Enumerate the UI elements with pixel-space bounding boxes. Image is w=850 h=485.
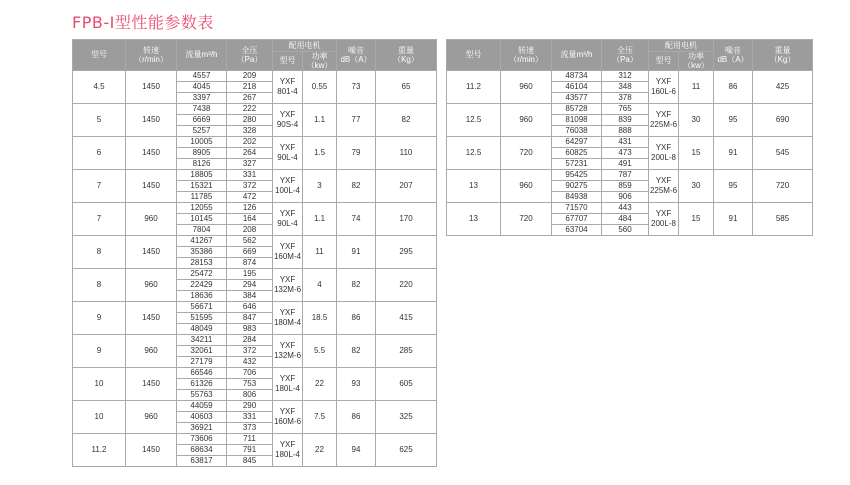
cell-flow: 68634 (177, 445, 227, 456)
cell-flow: 51595 (177, 313, 227, 324)
cell-flow: 44059 (177, 401, 227, 412)
motor-code: 200L-8 (651, 219, 676, 228)
cell-pressure: 378 (602, 93, 649, 104)
table-row (73, 368, 437, 379)
cell-noise: 95 (714, 170, 753, 203)
cell-pressure: 284 (227, 335, 273, 346)
cell-flow: 18636 (177, 291, 227, 302)
cell-motor-model (273, 434, 303, 467)
cell-model: 9 (73, 335, 126, 368)
cell-model: 13 (447, 170, 501, 203)
header-pressure (227, 40, 273, 71)
cell-noise: 95 (714, 104, 753, 137)
cell-speed: 1450 (126, 236, 177, 269)
table-row (73, 401, 437, 412)
cell-pressure: 791 (227, 445, 273, 456)
motor-type: YXF (279, 209, 296, 218)
cell-flow: 73606 (177, 434, 227, 445)
cell-motor-model (649, 137, 679, 170)
cell-flow: 12055 (177, 203, 227, 214)
header-motor-model: 型号 (649, 52, 679, 71)
cell-flow: 60825 (552, 148, 602, 159)
cell-flow: 35386 (177, 247, 227, 258)
cell-weight: 415 (376, 302, 437, 335)
cell-pressure: 218 (227, 82, 273, 93)
cell-model: 7 (73, 170, 126, 203)
cell-power: 11 (679, 71, 714, 104)
cell-power: 3 (303, 170, 337, 203)
cell-weight: 170 (376, 203, 437, 236)
cell-noise: 91 (714, 137, 753, 170)
cell-pressure: 294 (227, 280, 273, 291)
cell-power: 18.5 (303, 302, 337, 335)
cell-pressure: 126 (227, 203, 273, 214)
cell-model: 4.5 (73, 71, 126, 104)
cell-motor-model (649, 170, 679, 203)
header-power-label: 功率 (311, 52, 328, 61)
motor-code: 160M-4 (273, 252, 302, 261)
cell-power: 5.5 (303, 335, 337, 368)
motor-type: YXF (279, 242, 296, 251)
header-motor-group: 配用电机 (649, 40, 714, 52)
cell-flow: 90275 (552, 181, 602, 192)
cell-flow: 22429 (177, 280, 227, 291)
cell-pressure: 372 (227, 346, 273, 357)
cell-noise: 82 (337, 170, 376, 203)
cell-motor-model (273, 236, 303, 269)
cell-flow: 4557 (177, 71, 227, 82)
spec-table-left (72, 39, 437, 467)
header-pressure-unit: （Pa） (236, 55, 263, 64)
header-power (303, 52, 337, 71)
cell-pressure: 787 (602, 170, 649, 181)
motor-code: 200L-8 (651, 153, 676, 162)
cell-pressure: 164 (227, 214, 273, 225)
cell-power: 15 (679, 203, 714, 236)
header-noise (337, 40, 376, 71)
motor-code: 180L-4 (275, 450, 300, 459)
cell-pressure: 806 (227, 390, 273, 401)
cell-pressure: 331 (227, 412, 273, 423)
cell-pressure: 491 (602, 159, 649, 170)
header-speed-unit: （r/min） (509, 55, 543, 64)
cell-power: 1.1 (303, 203, 337, 236)
motor-type: YXF (279, 374, 296, 383)
cell-power: 0.55 (303, 71, 337, 104)
cell-noise: 86 (714, 71, 753, 104)
cell-motor-model (273, 203, 303, 236)
table-row (447, 104, 813, 115)
cell-pressure: 264 (227, 148, 273, 159)
motor-type: YXF (655, 176, 672, 185)
motor-type: YXF (279, 275, 296, 284)
motor-type: YXF (279, 440, 296, 449)
cell-pressure: 328 (227, 126, 273, 137)
cell-flow: 55763 (177, 390, 227, 401)
cell-weight: 285 (376, 335, 437, 368)
table-row (447, 203, 813, 214)
header-weight-unit: （Kg） (769, 55, 796, 64)
cell-flow: 40603 (177, 412, 227, 423)
header-model: 型号 (447, 40, 501, 71)
cell-flow: 43577 (552, 93, 602, 104)
cell-noise: 79 (337, 137, 376, 170)
cell-speed: 1450 (126, 368, 177, 401)
cell-model: 10 (73, 368, 126, 401)
cell-power: 4 (303, 269, 337, 302)
motor-type: YXF (655, 110, 672, 119)
cell-flow: 15321 (177, 181, 227, 192)
cell-flow: 64297 (552, 137, 602, 148)
cell-weight: 220 (376, 269, 437, 302)
cell-pressure: 202 (227, 137, 273, 148)
cell-flow: 63704 (552, 225, 602, 236)
motor-type: YXF (279, 77, 296, 86)
cell-power: 15 (679, 137, 714, 170)
cell-flow: 95425 (552, 170, 602, 181)
cell-model: 11.2 (73, 434, 126, 467)
cell-motor-model (649, 104, 679, 137)
table-row (73, 269, 437, 280)
cell-model: 9 (73, 302, 126, 335)
cell-speed: 960 (501, 104, 552, 137)
cell-pressure: 874 (227, 258, 273, 269)
cell-motor-model (649, 71, 679, 104)
header-power-unit: （kw） (306, 61, 333, 70)
cell-noise: 82 (337, 269, 376, 302)
cell-pressure: 646 (227, 302, 273, 313)
motor-code: 132M-6 (273, 351, 302, 360)
header-pressure (602, 40, 649, 71)
motor-type: YXF (279, 308, 296, 317)
motor-code: 160L-6 (651, 87, 676, 96)
cell-pressure: 560 (602, 225, 649, 236)
cell-pressure: 443 (602, 203, 649, 214)
cell-weight: 207 (376, 170, 437, 203)
cell-noise: 74 (337, 203, 376, 236)
header-noise (714, 40, 753, 71)
cell-pressure: 348 (602, 82, 649, 93)
cell-motor-model (273, 269, 303, 302)
cell-model: 12.5 (447, 104, 501, 137)
cell-flow: 57231 (552, 159, 602, 170)
header-weight (376, 40, 437, 71)
table-row (73, 335, 437, 346)
cell-speed: 1450 (126, 104, 177, 137)
table-row (73, 170, 437, 181)
table-row (73, 434, 437, 445)
cell-pressure: 431 (602, 137, 649, 148)
cell-pressure: 845 (227, 456, 273, 467)
cell-flow: 81098 (552, 115, 602, 126)
cell-weight: 605 (376, 368, 437, 401)
cell-model: 7 (73, 203, 126, 236)
cell-flow: 8126 (177, 159, 227, 170)
cell-weight: 690 (753, 104, 813, 137)
header-pressure-unit: （Pa） (612, 55, 638, 64)
cell-speed: 720 (501, 203, 552, 236)
cell-flow: 8905 (177, 148, 227, 159)
cell-power: 1.1 (303, 104, 337, 137)
cell-noise: 77 (337, 104, 376, 137)
motor-code: 90S-4 (276, 120, 299, 129)
cell-pressure: 267 (227, 93, 273, 104)
header-noise-unit: dB（A） (717, 55, 749, 64)
cell-flow: 84938 (552, 192, 602, 203)
cell-speed: 960 (501, 71, 552, 104)
cell-speed: 1450 (126, 170, 177, 203)
cell-motor-model (273, 401, 303, 434)
motor-type: YXF (279, 176, 296, 185)
cell-pressure: 372 (227, 181, 273, 192)
cell-weight: 585 (753, 203, 813, 236)
cell-speed: 960 (126, 335, 177, 368)
header-speed-label: 转速 (143, 46, 159, 55)
cell-motor-model (273, 302, 303, 335)
spec-table-right (446, 39, 813, 236)
cell-pressure: 839 (602, 115, 649, 126)
table-row (447, 137, 813, 148)
cell-noise: 91 (337, 236, 376, 269)
cell-flow: 3397 (177, 93, 227, 104)
table-row (73, 71, 437, 82)
header-noise-unit: dB（A） (340, 55, 372, 64)
cell-flow: 32061 (177, 346, 227, 357)
cell-speed: 960 (126, 401, 177, 434)
cell-flow: 34211 (177, 335, 227, 346)
motor-code: 132M-6 (273, 285, 302, 294)
cell-noise: 82 (337, 335, 376, 368)
cell-motor-model (273, 170, 303, 203)
motor-code: 180M-4 (273, 318, 302, 327)
motor-code: 160M-6 (273, 417, 302, 426)
header-speed (126, 40, 177, 71)
header-flow: 流量m³/h (552, 40, 602, 71)
cell-model: 5 (73, 104, 126, 137)
cell-pressure: 222 (227, 104, 273, 115)
cell-pressure: 384 (227, 291, 273, 302)
cell-pressure: 983 (227, 324, 273, 335)
cell-flow: 27179 (177, 357, 227, 368)
cell-model: 8 (73, 269, 126, 302)
cell-flow: 85728 (552, 104, 602, 115)
cell-speed: 960 (126, 203, 177, 236)
table-row (73, 203, 437, 214)
cell-pressure: 472 (227, 192, 273, 203)
cell-pressure: 562 (227, 236, 273, 247)
cell-pressure: 331 (227, 170, 273, 181)
header-speed (501, 40, 552, 71)
cell-pressure: 209 (227, 71, 273, 82)
cell-pressure: 208 (227, 225, 273, 236)
motor-type: YXF (279, 143, 296, 152)
cell-pressure: 373 (227, 423, 273, 434)
cell-speed: 1450 (126, 302, 177, 335)
motor-code: 90L-4 (277, 219, 298, 228)
cell-flow: 10005 (177, 137, 227, 148)
cell-flow: 7804 (177, 225, 227, 236)
cell-flow: 56671 (177, 302, 227, 313)
motor-type: YXF (655, 209, 672, 218)
cell-flow: 25472 (177, 269, 227, 280)
motor-type: YXF (279, 341, 296, 350)
cell-speed: 1450 (126, 137, 177, 170)
cell-pressure: 432 (227, 357, 273, 368)
cell-motor-model (273, 335, 303, 368)
motor-code: 225M-6 (649, 186, 678, 195)
cell-motor-model (273, 71, 303, 104)
cell-flow: 46104 (552, 82, 602, 93)
table-row (73, 302, 437, 313)
header-noise-label: 噪音 (348, 46, 364, 55)
page-title: FPB-I型性能参数表 (72, 13, 214, 32)
cell-pressure: 195 (227, 269, 273, 280)
header-model: 型号 (73, 40, 126, 71)
cell-pressure: 473 (602, 148, 649, 159)
cell-flow: 18805 (177, 170, 227, 181)
cell-flow: 11785 (177, 192, 227, 203)
cell-weight: 82 (376, 104, 437, 137)
cell-flow: 63817 (177, 456, 227, 467)
cell-pressure: 327 (227, 159, 273, 170)
cell-model: 12.5 (447, 137, 501, 170)
cell-model: 8 (73, 236, 126, 269)
header-motor-model: 型号 (273, 52, 303, 71)
cell-power: 22 (303, 434, 337, 467)
cell-power: 30 (679, 104, 714, 137)
motor-code: 180L-4 (275, 384, 300, 393)
cell-noise: 86 (337, 401, 376, 434)
cell-pressure: 706 (227, 368, 273, 379)
cell-pressure: 753 (227, 379, 273, 390)
cell-model: 10 (73, 401, 126, 434)
cell-weight: 65 (376, 71, 437, 104)
cell-pressure: 280 (227, 115, 273, 126)
header-weight-label: 重量 (774, 46, 791, 55)
cell-motor-model (273, 137, 303, 170)
header-weight-unit: （Kg） (393, 55, 419, 64)
cell-pressure: 312 (602, 71, 649, 82)
table-row (73, 104, 437, 115)
cell-motor-model (273, 368, 303, 401)
cell-model: 13 (447, 203, 501, 236)
motor-type: YXF (279, 407, 296, 416)
cell-flow: 5257 (177, 126, 227, 137)
cell-weight: 545 (753, 137, 813, 170)
table-row (447, 71, 813, 82)
cell-flow: 10145 (177, 214, 227, 225)
cell-power: 22 (303, 368, 337, 401)
cell-flow: 48734 (552, 71, 602, 82)
motor-code: 90L-4 (277, 153, 298, 162)
cell-flow: 36921 (177, 423, 227, 434)
motor-type: YXF (279, 110, 296, 119)
cell-flow: 4045 (177, 82, 227, 93)
cell-pressure: 888 (602, 126, 649, 137)
cell-pressure: 669 (227, 247, 273, 258)
cell-speed: 1450 (126, 71, 177, 104)
cell-flow: 41267 (177, 236, 227, 247)
table-row (73, 137, 437, 148)
cell-power: 1.5 (303, 137, 337, 170)
table-row (447, 170, 813, 181)
cell-noise: 91 (714, 203, 753, 236)
cell-weight: 325 (376, 401, 437, 434)
cell-flow: 28153 (177, 258, 227, 269)
cell-weight: 295 (376, 236, 437, 269)
cell-weight: 110 (376, 137, 437, 170)
cell-flow: 67707 (552, 214, 602, 225)
header-speed-label: 转速 (518, 46, 534, 55)
motor-type: YXF (655, 143, 672, 152)
cell-noise: 86 (337, 302, 376, 335)
header-speed-unit: （r/min） (134, 55, 168, 64)
cell-pressure: 484 (602, 214, 649, 225)
cell-pressure: 859 (602, 181, 649, 192)
cell-power: 7.5 (303, 401, 337, 434)
cell-pressure: 906 (602, 192, 649, 203)
cell-speed: 720 (501, 137, 552, 170)
cell-noise: 73 (337, 71, 376, 104)
cell-model: 6 (73, 137, 126, 170)
header-noise-label: 噪音 (725, 46, 741, 55)
motor-type: YXF (655, 77, 672, 86)
cell-flow: 61326 (177, 379, 227, 390)
cell-pressure: 765 (602, 104, 649, 115)
cell-speed: 960 (126, 269, 177, 302)
header-pressure-label: 全压 (617, 46, 633, 55)
cell-speed: 960 (501, 170, 552, 203)
motor-code: 100L-4 (275, 186, 300, 195)
cell-flow: 6669 (177, 115, 227, 126)
header-flow: 流量m³/h (177, 40, 227, 71)
cell-model: 11.2 (447, 71, 501, 104)
cell-pressure: 290 (227, 401, 273, 412)
cell-noise: 93 (337, 368, 376, 401)
header-pressure-label: 全压 (241, 46, 258, 55)
cell-weight: 720 (753, 170, 813, 203)
table-row (73, 236, 437, 247)
cell-motor-model (649, 203, 679, 236)
cell-flow: 71570 (552, 203, 602, 214)
cell-noise: 94 (337, 434, 376, 467)
header-motor-group: 配用电机 (273, 40, 337, 52)
motor-code: 225M-6 (649, 120, 678, 129)
cell-pressure: 711 (227, 434, 273, 445)
cell-speed: 1450 (126, 434, 177, 467)
header-weight (753, 40, 813, 71)
cell-flow: 48049 (177, 324, 227, 335)
header-weight-label: 重量 (398, 46, 414, 55)
cell-weight: 425 (753, 71, 813, 104)
cell-flow: 76038 (552, 126, 602, 137)
cell-flow: 7438 (177, 104, 227, 115)
header-power-unit: （kw） (683, 61, 709, 70)
motor-code: 801-4 (277, 87, 298, 96)
header-power-label: 功率 (688, 52, 704, 61)
cell-weight: 625 (376, 434, 437, 467)
cell-power: 30 (679, 170, 714, 203)
header-power (679, 52, 714, 71)
cell-flow: 66546 (177, 368, 227, 379)
cell-motor-model (273, 104, 303, 137)
cell-power: 11 (303, 236, 337, 269)
cell-pressure: 847 (227, 313, 273, 324)
